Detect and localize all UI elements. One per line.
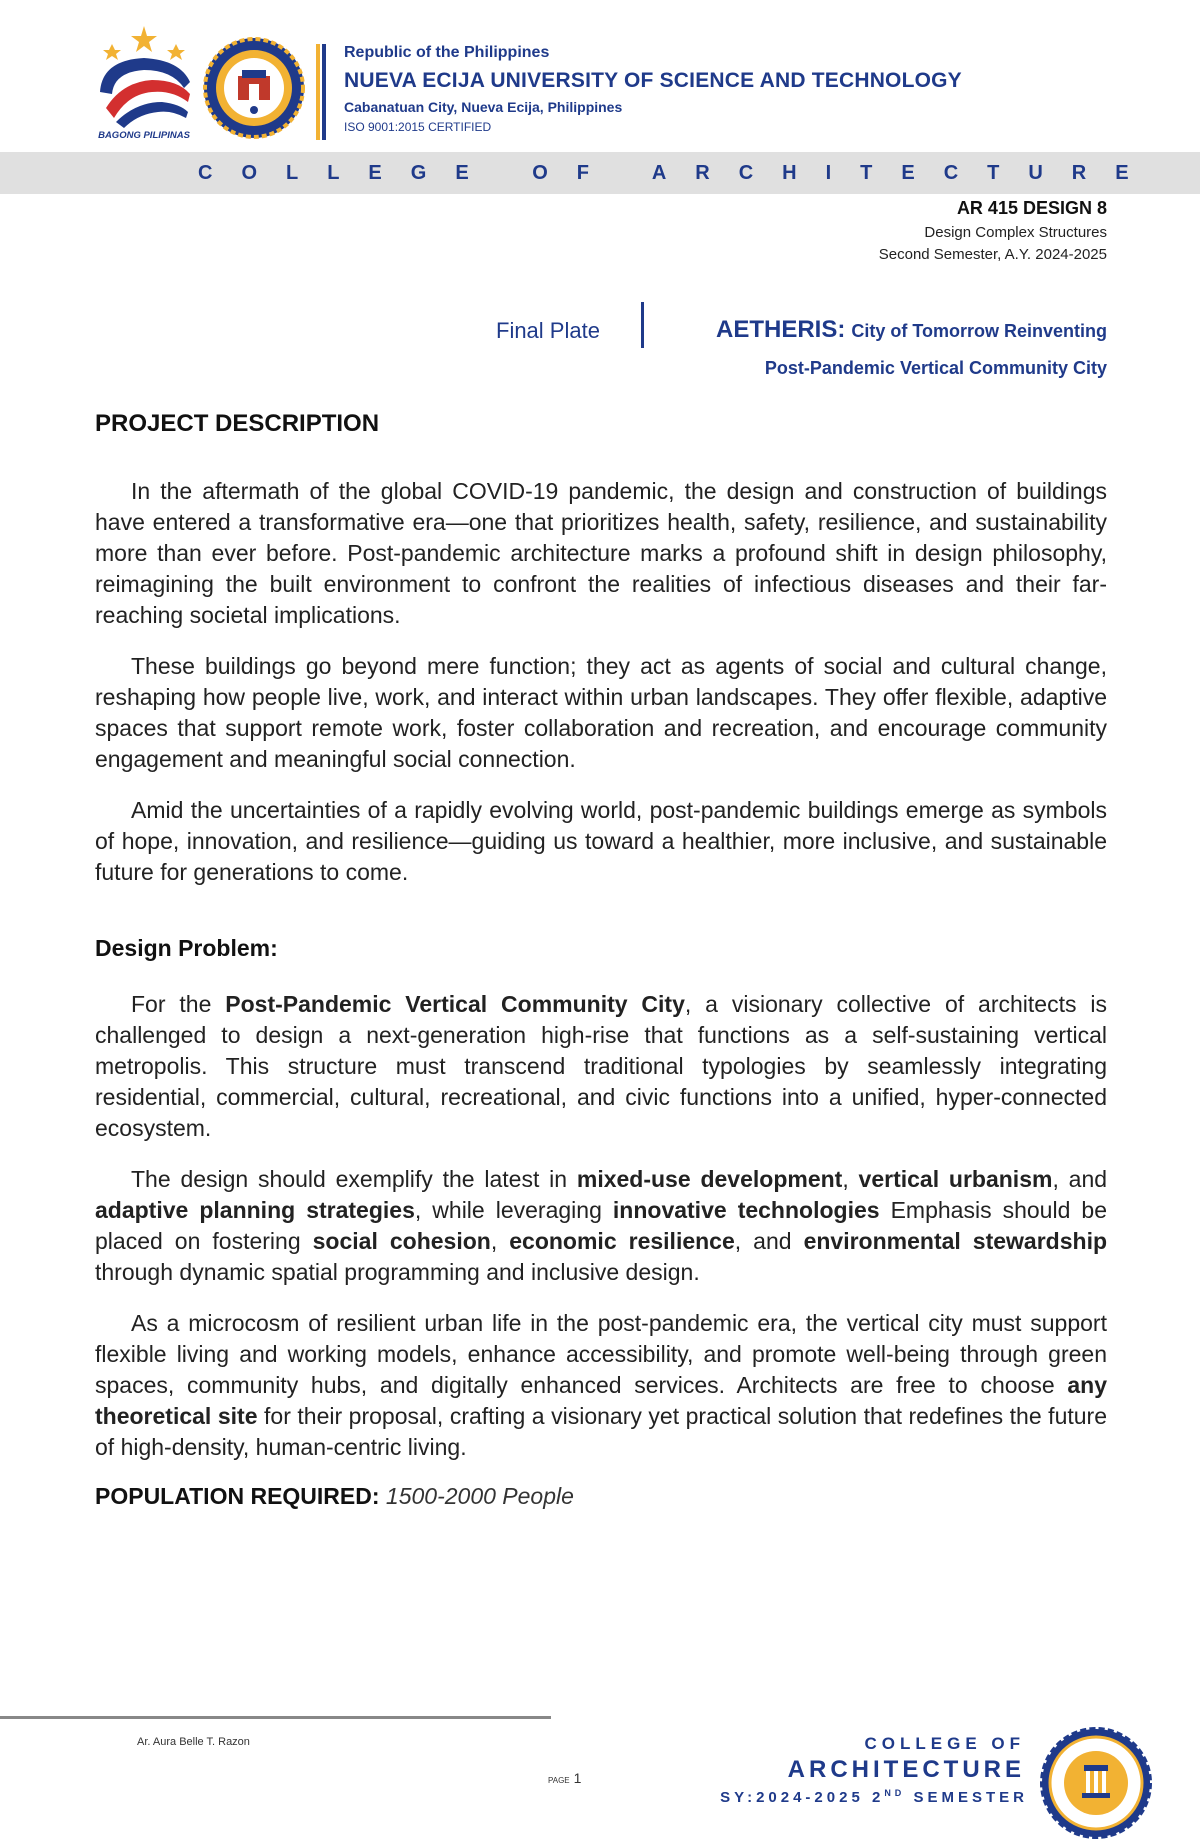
plate-label: Final Plate <box>496 318 600 343</box>
letterhead <box>0 0 1200 150</box>
university-address: Cabanatuan City, Nueva Ecija, Philippines <box>344 99 623 115</box>
emphasis-innovative-tech: innovative technologies <box>612 1197 880 1223</box>
plate-subtitle: Post-Pandemic Vertical Community City <box>764 358 1107 378</box>
bagong-pilipinas-text: BAGONG PILIPINAS <box>98 130 190 141</box>
course-code: AR 415 DESIGN 8 <box>956 198 1107 218</box>
bagong-pilipinas-logo <box>92 22 197 142</box>
plate-title-rest: City of Tomorrow Reinventing <box>851 321 1107 341</box>
plate-title <box>716 316 1107 379</box>
description-paragraph-2: These buildings go beyond mere function; they act as agents of social and cultural change, reshaping how people live, work, and interact within urban landscapes. They offer flexible, adaptive spaces that support remote work, foster collaboration and recreation, and encourage community engagement and meaningful social connection. <box>95 653 1107 772</box>
college-architecture-seal <box>1040 1727 1152 1839</box>
course-title: Design Complex Structures <box>924 224 1107 241</box>
plate-divider <box>641 302 644 348</box>
description-paragraph-3: Amid the uncertainties of a rapidly evolving world, post-pandemic buildings emerge as symbols of hope, innovation, and resilience—guiding us toward a healthier, more inclusive, and sustainable future for generations to come. <box>95 797 1107 885</box>
emphasis-social-cohesion: social cohesion <box>312 1228 491 1254</box>
course-term: Second Semester, A.Y. 2024-2025 <box>878 246 1107 263</box>
design-problem-paragraph-2: The design should exemplify the latest in mixed-use development, vertical urbanism, and adaptive planning strategies, while leveraging innovative technologies Emphasis should be placed on fostering social cohesion, economic resilience, and environmental stewardship through dynamic spatial programming and inclusive design. <box>95 1166 1108 1285</box>
emphasis-project-name: Post-Pandemic Vertical Community City <box>225 991 685 1017</box>
document-body <box>95 410 1107 1510</box>
footer-architecture: ARCHITECTURE <box>787 1756 1025 1783</box>
footer-school-year: SY:2024-2025 2ND SEMESTER <box>720 1788 1028 1806</box>
iso-certification: ISO 9001:2015 CERTIFIED <box>344 120 492 134</box>
design-problem-paragraph-1: For the Post-Pandemic Vertical Community City, a visionary collective of architects is challenged to design a next-generation high-rise that functions as a self-sustaining vertical metropolis. This structure must transcend traditional typologies by seamlessly integrating residential, commercial, cultural, recreational, and civic functions into a unified, hyper-connected ecosystem. <box>95 991 1107 1141</box>
description-paragraph-1: In the aftermath of the global COVID-19 pandemic, the design and construction of buildings have entered a transformative era—one that prioritizes health, safety, resilience, and sustainability more than ever before. Post-pandemic architecture marks a profound shift in design philosophy, reimagining the built environment to confront the realities of infectious diseases and their far-reaching societal implications. <box>95 478 1107 628</box>
emphasis-economic-resilience: economic resilience <box>509 1228 735 1254</box>
design-problem-heading: Design Problem: <box>95 935 278 961</box>
college-band-text: COLLEGE OF ARCHITECTURE <box>198 162 1158 184</box>
plate-name: AETHERIS: <box>715 316 846 343</box>
population-label: POPULATION REQUIRED: <box>95 1483 380 1509</box>
page-number: PAGE 1 <box>548 1770 582 1786</box>
author-name: Ar. Aura Belle T. Razon <box>137 1736 250 1748</box>
project-description-heading: PROJECT DESCRIPTION <box>95 410 380 437</box>
emphasis-site: any theoretical site <box>95 1372 1107 1429</box>
footer-college-of: COLLEGE OF <box>864 1734 1025 1753</box>
footer-college-wordmark <box>788 1734 1025 1784</box>
footer-rule <box>0 1716 551 1719</box>
college-band <box>0 152 1200 194</box>
emphasis-mixed-use: mixed-use development <box>576 1166 843 1192</box>
divider-gold <box>316 44 320 140</box>
neust-seal <box>202 36 306 140</box>
university-name: NUEVA ECIJA UNIVERSITY OF SCIENCE AND TECHNOLOGY <box>344 69 962 92</box>
emphasis-adaptive-planning: adaptive planning strategies <box>95 1197 415 1223</box>
population-required <box>95 1483 1107 1510</box>
population-value: 1500-2000 People <box>385 1483 574 1509</box>
divider-blue <box>322 44 326 140</box>
republic-text: Republic of the Philippines <box>344 44 550 61</box>
design-problem-paragraph-3: As a microcosm of resilient urban life in the post-pandemic era, the vertical city must support flexible living and working models, enhance accessibility, and promote well-being through green spaces, community hubs, and digitally enhanced services. Architects are free to choose any theoretical site for their proposal, crafting a visionary yet practical solution that redefines the future of high-density, human-centric living. <box>95 1310 1107 1460</box>
course-info <box>879 198 1107 263</box>
emphasis-vertical-urbanism: vertical urbanism <box>858 1166 1053 1192</box>
emphasis-environmental-stewardship: environmental stewardship <box>803 1228 1108 1254</box>
institution-block <box>344 44 962 134</box>
